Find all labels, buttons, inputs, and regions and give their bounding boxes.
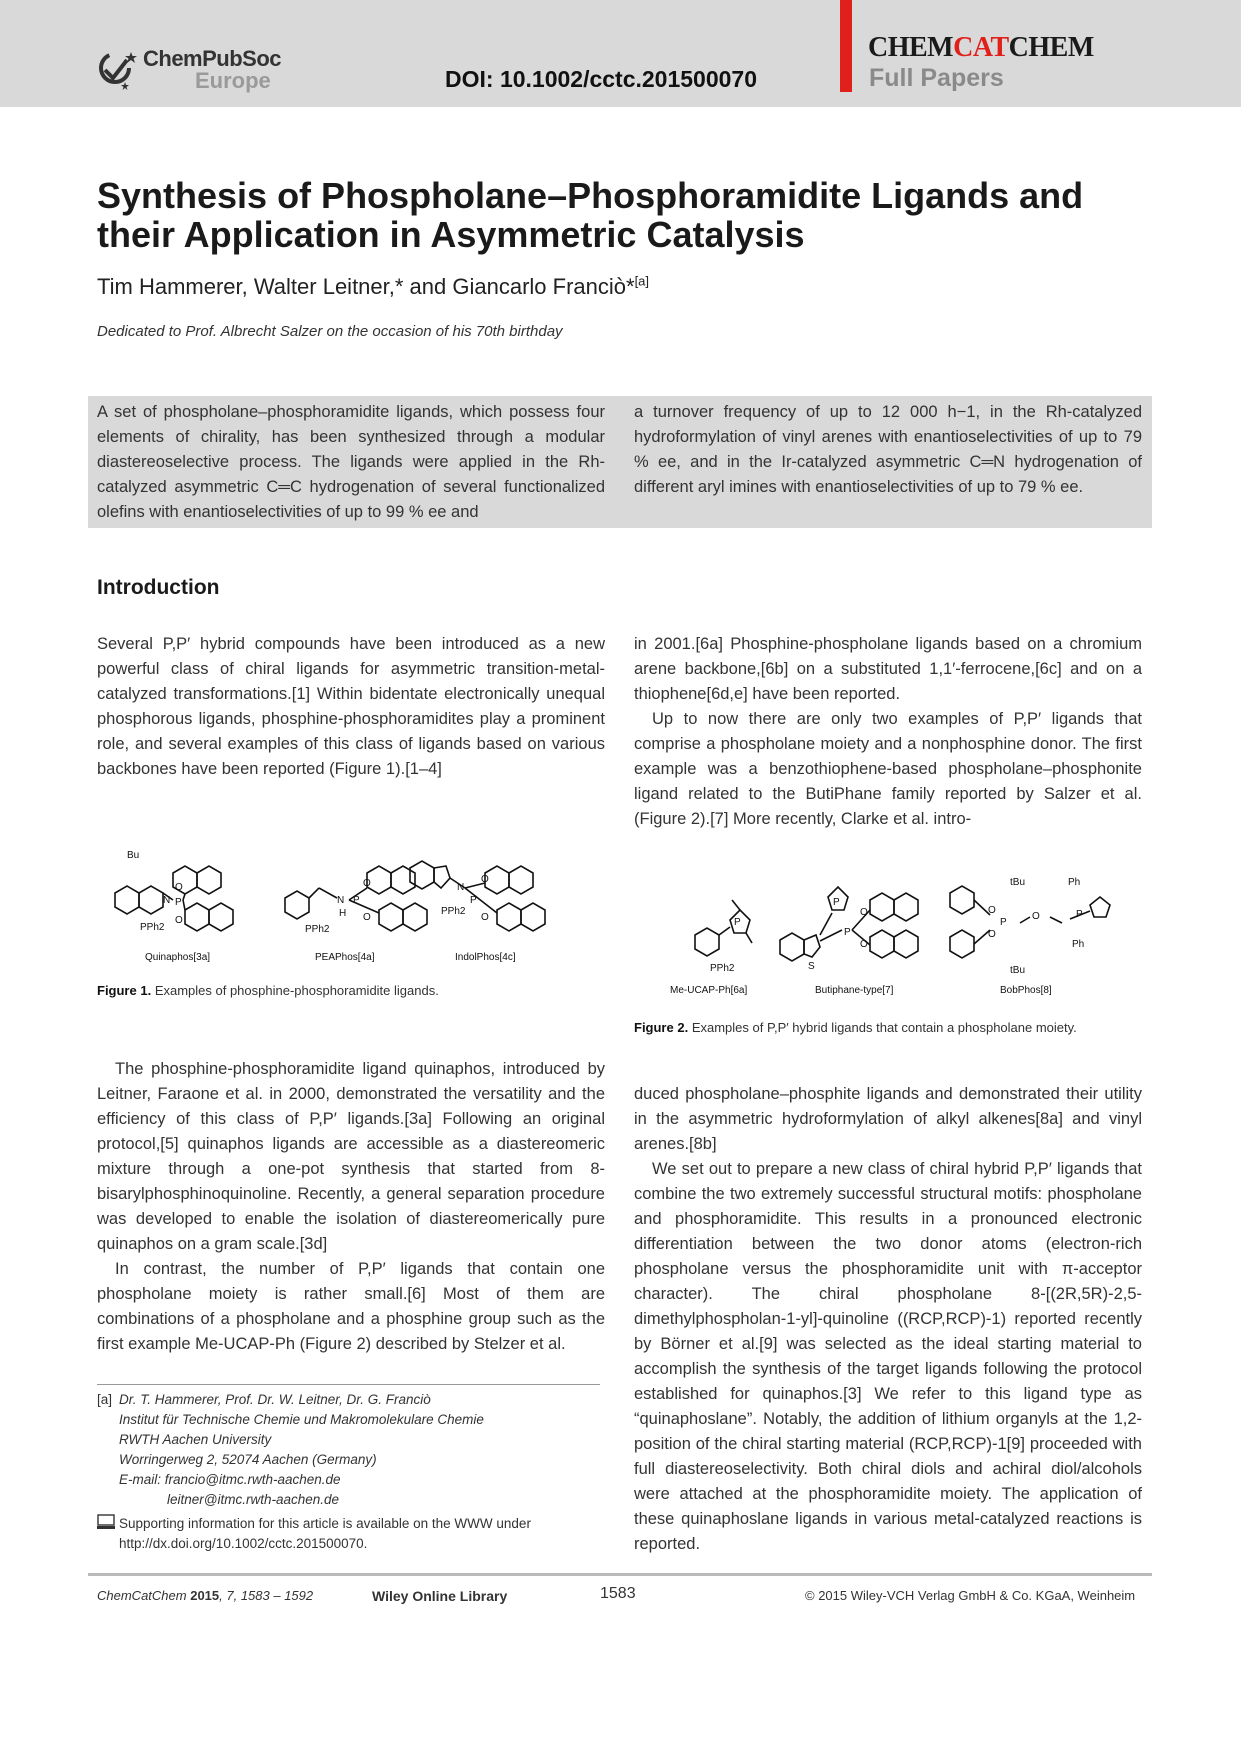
footnote-line: Worringerweg 2, 52074 Aachen (Germany) — [119, 1452, 377, 1467]
intro-left-p3: In contrast, the number of P,P′ ligands that contain one phospholane moiety is rather small.[6] Most of them are combinations of a phospholane and a phosphine group such as the first example Me-UCAP-Ph (Figure 2) described by Stelzer et al. — [97, 1260, 605, 1353]
chempubsoc-star-icon — [95, 48, 139, 92]
fig2-atom: O — [988, 905, 996, 916]
fig2-atom: P — [833, 897, 840, 908]
dedication: Dedicated to Prof. Albrecht Salzer on the occasion of his 70th birthday — [97, 323, 563, 340]
intro-right-p4: We set out to prepare a new class of chiral hybrid P,P′ ligands that combine the two extremely successful structural motifs: phospholane and phosphoramidite. This results in a pronounced electronic differentiation between the two donor atoms (electron-rich phospholane versus the phosphoramidite unit with π-acceptor character). The chiral phospholane 8-[(2R,5R)-2,5-dimethylphospholan-1-yl]-quinoline ((RCP,RCP)-1) reported recently by Börner et al.[9] was selected as the ideal starting material to accomplish the synthesis of the target ligands following the protocol established for quinaphos.[3] We refer to this ligand type as “quinaphoslane”. Notably, the addition of lithium organyls at the 1,2-position of the chiral starting material (RCP,RCP)-1[9] proceeded with full diastereoselectivity. Both chiral diols and achiral diol/alcohols were attached at the phosphoramidite moiety. The application of these quinaphoslane ligands in various metal-catalyzed reactions is reported. — [634, 1160, 1142, 1553]
fig1-atom: Bu — [127, 850, 140, 861]
figure1-caption-label: Figure 1. — [97, 983, 152, 998]
fig1-atom: P — [470, 895, 477, 906]
figure2-caption-label: Figure 2. — [634, 1020, 689, 1035]
intro-right-top — [634, 632, 1142, 832]
fig1-atom: O — [481, 912, 489, 923]
me-ucap-ph-structure — [695, 900, 752, 956]
intro-left-p1: Several P,P′ hybrid compounds have been introduced as a new powerful class of chiral ligands for asymmetric transition-metal-catalyzed transformations.[1] Within bidentate electronically unequal phosphorous ligands, phosphine-phosphoramidites play a prominent role, and several examples of this class of ligands based on various backbones have been reported (Figure 1).[1–4] — [97, 635, 605, 778]
authors — [97, 274, 649, 300]
fig2-atom: Ph — [1072, 939, 1085, 950]
accent-bar — [840, 0, 852, 92]
intro-right-p1: in 2001.[6a] Phosphine-phospholane ligands based on a chromium arene backbone,[6b] on a substituted 1,1′-ferrocene,[6c] and on a thiophene[6d,e] have been reported. — [634, 635, 1142, 703]
logo-line1: ChemPubSoc — [143, 46, 282, 71]
affiliation-footnote — [97, 1390, 600, 1554]
intro-left-top — [97, 632, 605, 782]
fig1-atom: O — [175, 882, 183, 893]
section-label: Full Papers — [869, 64, 1004, 92]
footer-volume: , 7, 1583 – 1592 — [219, 1588, 314, 1603]
fig1-atom: O — [363, 878, 371, 889]
abstract-col2: a turnover frequency of up to 12 000 h−1, in the Rh-catalyzed hydroformylation of vinyl arenes with enantioselectivities of up to 79 % ee, and in the Ir-catalyzed asymmetric C═N hydrogenation of different aryl imines with enantioselectivities of up to 79 % ee. — [634, 403, 1142, 496]
fig2-atom: O — [988, 929, 996, 940]
article-title: Synthesis of Phospholane–Phosphoramidite Ligands and their Application in Asymmetric Catalysis — [97, 175, 1084, 255]
fig1-atom: N — [337, 895, 345, 906]
footnote-line: RWTH Aachen University — [119, 1432, 272, 1447]
fig1-atom: O — [363, 912, 371, 923]
fig1-atom: P — [175, 897, 182, 908]
intro-right-bottom — [634, 1082, 1142, 1557]
footer-year: 2015 — [190, 1588, 220, 1603]
butiphane-structure — [780, 887, 918, 961]
figure2-structures — [670, 875, 1150, 1000]
computer-icon — [97, 1514, 119, 1554]
wiley-library-link[interactable]: Wiley Online Library — [372, 1588, 508, 1604]
fig2-atom: P — [1000, 917, 1007, 928]
figure1-structures — [105, 848, 605, 963]
fig2-atom: PPh2 — [710, 963, 735, 974]
abstract-col1: A set of phospholane–phosphoramidite ligands, which possess four elements of chirality, has been synthesized through a modular diastereoselective process. The ligands were applied in the Rh-catalyzed asymmetric C═C hydrogenation of several functionalized olefins with enantioselectivities of up to 99 % ee and — [97, 403, 605, 521]
fig2-atom: O — [860, 907, 868, 918]
fig1-atom: PPh2 — [140, 922, 165, 933]
fig2-atom: O — [860, 939, 868, 950]
footnote-email[interactable]: E-mail: francio@itmc.rwth-aachen.de — [119, 1472, 341, 1487]
fig1-atom: O — [481, 874, 489, 885]
footnote-line: Institut für Technische Chemie und Makromolekulare Chemie — [119, 1412, 484, 1427]
fig2-atom: S — [808, 961, 815, 972]
fig1-label-quinaphos: Quinaphos[3a] — [145, 952, 211, 963]
figure1-caption-text: Examples of phosphine-phosphoramidite ligands. — [154, 983, 439, 998]
figure2-caption — [634, 1020, 1142, 1035]
footnote-rule — [97, 1384, 600, 1385]
logo-line2: Europe — [195, 68, 271, 93]
intro-left-bottom — [97, 1057, 605, 1357]
fig1-atom: PPh2 — [441, 906, 466, 917]
fig1-atom: H — [339, 908, 347, 919]
footer-journal: ChemCatChem — [97, 1588, 187, 1603]
fig2-atom: O — [1032, 911, 1040, 922]
fig2-atom: Ph — [1068, 877, 1081, 888]
fig2-atom: tBu — [1010, 877, 1026, 888]
bobphos-structure — [950, 886, 1110, 958]
footnote-line: Dr. T. Hammerer, Prof. Dr. W. Leitner, Dr. G. Franciò — [119, 1392, 431, 1407]
fig2-atom: P — [734, 917, 741, 928]
quinaphos-structure — [115, 866, 233, 931]
fig1-label-indolphos: IndolPhos[4c] — [455, 952, 516, 963]
journal-part3: CHEM — [1008, 32, 1094, 63]
fig1-label-peaphos: PEAPhos[4a] — [315, 952, 375, 963]
page-number: 1583 — [600, 1585, 636, 1602]
fig2-atom: tBu — [1010, 965, 1026, 976]
fig2-atom: P — [844, 927, 851, 938]
journal-part1: CHEM — [868, 32, 954, 63]
journal-name — [868, 32, 1094, 64]
intro-right-p2: Up to now there are only two examples of P,P′ ligands that comprise a phospholane moiety and a nonphosphine donor. The first example was a benzothiophene-based phospholane–phosphonite ligand related to the ButiPhane family reported by Salzer et al. (Figure 2).[7] More recently, Clarke et al. intro- — [634, 710, 1142, 828]
fig2-atom: P — [1076, 909, 1083, 920]
figure1-caption — [97, 983, 600, 998]
affiliation-mark[interactable]: [a] — [634, 273, 650, 289]
fig2-label-butiphane: Butiphane-type[7] — [815, 985, 894, 996]
doi-link[interactable]: DOI: 10.1002/cctc.201500070 — [445, 66, 758, 92]
fig1-atom: O — [175, 915, 183, 926]
intro-right-p3: duced phospholane–phosphite ligands and demonstrated their utility in the asymmetric hydroformylation of alkyl alkenes[8a] and vinyl arenes.[8b] — [634, 1085, 1142, 1153]
fig1-atom: P — [353, 895, 360, 906]
indolphos-structure — [410, 861, 545, 931]
fig2-label-me-ucap-ph: Me-UCAP-Ph[6a] — [670, 985, 748, 996]
supporting-info[interactable]: Supporting information for this article is available on the WWW under http://dx.doi.org/10.1002/cctc.201500070. — [119, 1516, 531, 1551]
author-names: Tim Hammerer, Walter Leitner,* and Giancarlo Franciò* — [97, 274, 635, 299]
footer-rule — [88, 1573, 1152, 1576]
intro-left-p2: The phosphine-phosphoramidite ligand quinaphos, introduced by Leitner, Faraone et al. in 2000, demonstrated the versatility and the efficiency of this class of P,P′ ligands.[3a] Following an original protocol,[5] quinaphos ligands are accessible as a diastereomeric mixture through a one-pot synthesis that started from 8-bisarylphosphinoquinoline. Recently, a general separation procedure was developed to enable the isolation of diastereomerically pure quinaphos on a gram scale.[3d] — [97, 1060, 605, 1253]
fig1-atom: PPh2 — [305, 924, 330, 935]
footnote-email[interactable]: leitner@itmc.rwth-aachen.de — [167, 1492, 340, 1507]
footer-citation — [97, 1588, 313, 1603]
fig1-atom: N — [163, 895, 171, 906]
figure2-caption-text: Examples of P,P′ hybrid ligands that contain a phospholane moiety. — [691, 1020, 1077, 1035]
fig1-atom: N — [457, 882, 465, 893]
journal-part2: CAT — [953, 32, 1009, 63]
copyright: © 2015 Wiley-VCH Verlag GmbH & Co. KGaA, Weinheim — [805, 1588, 1136, 1603]
publisher-logo[interactable] — [95, 44, 295, 96]
intro-heading: Introduction — [97, 576, 220, 599]
footnote-mark: [a] — [97, 1392, 113, 1407]
fig2-label-bobphos: BobPhos[8] — [1000, 985, 1052, 996]
